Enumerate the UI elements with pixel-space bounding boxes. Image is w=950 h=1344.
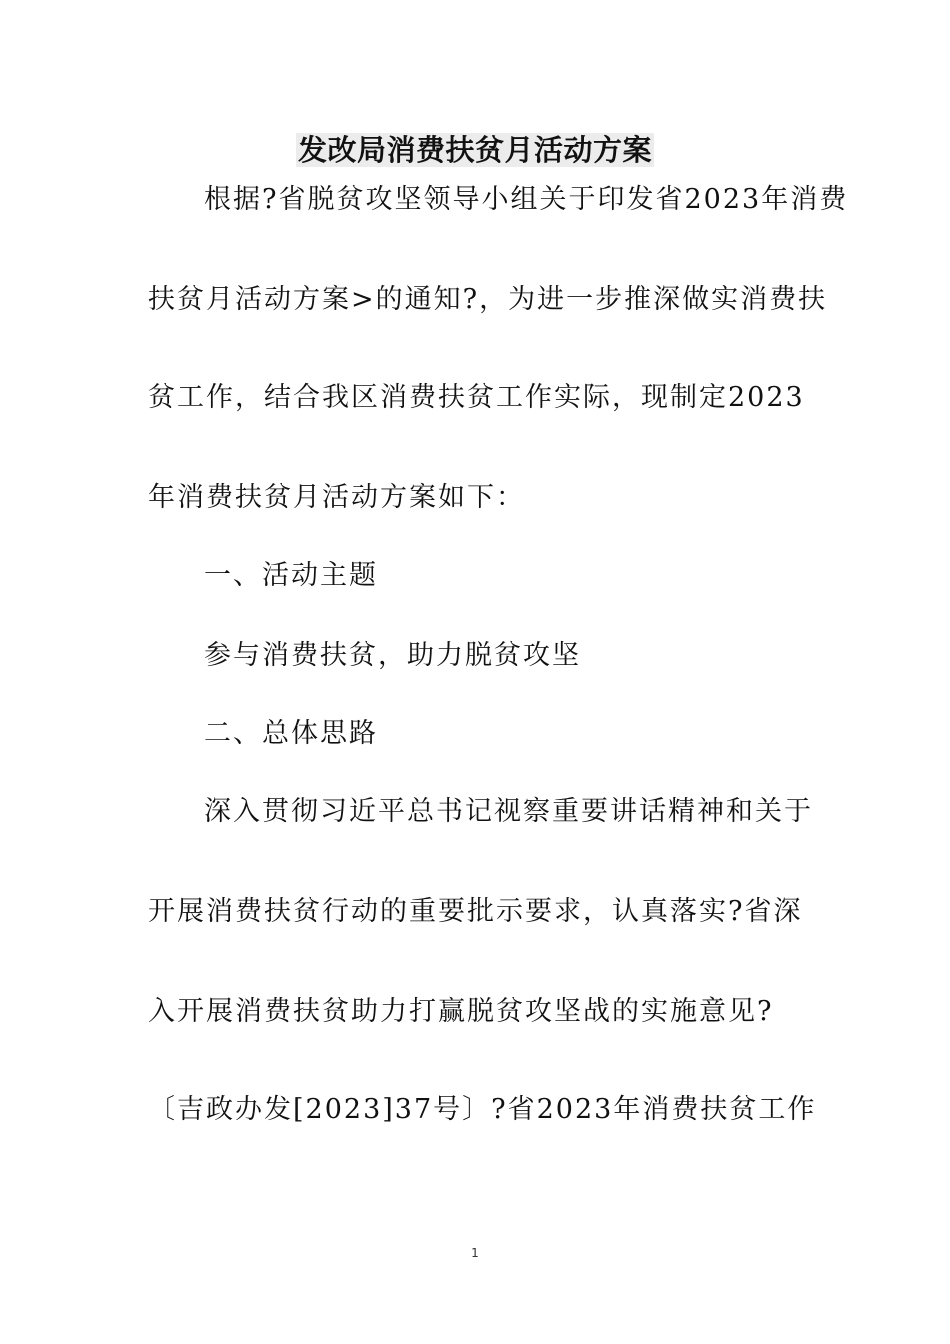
paragraph-line-2: 扶贫月活动方案>的通知?，为进一步推深做实消费扶 — [148, 284, 828, 315]
paragraph-line-3: 贫工作，结合我区消费扶贫工作实际，现制定2023 — [148, 382, 805, 413]
document-title — [0, 128, 950, 172]
theme-text: 参与消费扶贫，助力脱贫攻坚 — [204, 640, 581, 671]
paragraph-line-1: 根据?省脱贫攻坚领导小组关于印发省2023年消费 — [204, 184, 849, 215]
section-heading-2: 二、总体思路 — [204, 718, 378, 749]
document-title-text: 发改局消费扶贫月活动方案 — [297, 133, 652, 167]
paragraph-line-7: 入开展消费扶贫助力打赢脱贫攻坚战的实施意见? — [148, 996, 774, 1027]
page-number: 1 — [471, 1246, 479, 1260]
section-heading-1: 一、活动主题 — [204, 560, 378, 591]
paragraph-line-8: 〔吉政办发[2023]37号〕?省2023年消费扶贫工作 — [148, 1094, 817, 1125]
paragraph-line-4: 年消费扶贫月活动方案如下： — [148, 482, 525, 513]
paragraph-line-5: 深入贯彻习近平总书记视察重要讲话精神和关于 — [204, 796, 813, 827]
paragraph-line-6: 开展消费扶贫行动的重要批示要求，认真落实?省深 — [148, 896, 803, 927]
